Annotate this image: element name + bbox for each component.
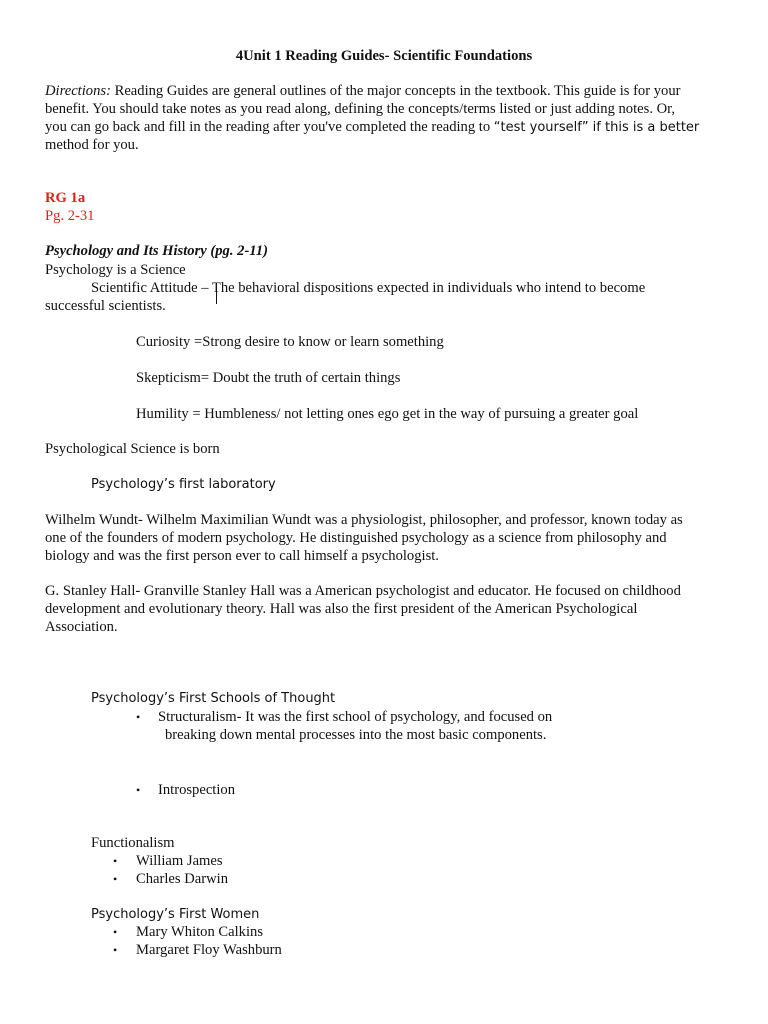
document-title: 4Unit 1 Reading Guides- Scientific Foundations [235,48,533,64]
list-item-calkins: Mary Whiton Calkins [136,924,264,940]
scientific-attitude-line-1: Scientific Attitude – The behavioral dispositions expected in individuals who intend to become [91,280,646,296]
wundt-line-3: biology and was the first person ever to call himself a psychologist. [45,548,439,564]
directions-line-4: method for you. [45,137,139,153]
directions-line-3 [45,118,699,137]
text-cursor [216,288,218,304]
wundt-line-1 [45,511,683,529]
humility-definition: Humility = Humbleness/ not letting ones ego get in the way of pursuing a greater goal [136,406,639,422]
directions-text-1: Reading Guides are general outlines of the major concepts in the textbook. This guide is for your [110,83,681,99]
bullet-icon: • [113,854,118,868]
rg-heading: RG 1a [45,190,86,206]
wundt-line-2: one of the founders of modern psychology. He distinguished psychology as a science from philosophy and [45,530,667,546]
wundt-text-1: Wilhelm Maximilian Wundt was a physiologist, philosopher, and professor, known today as [142,512,683,528]
list-item-charles-darwin: Charles Darwin [136,871,228,887]
schools-of-thought-heading: Psychology’s First Schools of Thought [91,691,336,706]
hall-line-2: development and evolutionary theory. Hall was also the first president of the American Psychological [45,601,638,617]
list-item-washburn: Margaret Floy Washburn [136,942,282,958]
directions-text-3a: you can go back and fill in the reading after you've completed the reading to [45,119,494,135]
structuralism-line-1: Structuralism- It was the first school of psychology, and focused on [158,709,553,725]
subheading-science: Psychology is a Science [45,262,186,278]
first-women-heading: Psychology’s First Women [91,907,260,922]
scientific-attitude-line-2: successful scientists. [45,298,166,314]
rg-pages: Pg. 2-31 [45,208,95,224]
hall-line-1 [45,582,681,600]
skepticism-definition: Skepticism= Doubt the truth of certain things [136,370,401,386]
bullet-icon: • [113,872,118,886]
hall-text-1: Granville Stanley Hall was a American psychologist and educator. He focused on childhood [140,583,681,599]
hall-name: G. Stanley Hall- [45,583,141,599]
functionalism-heading: Functionalism [91,835,175,851]
structuralism-line-2: breaking down mental processes into the most basic components. [165,727,547,743]
bullet-icon: • [136,710,141,724]
bullet-icon: • [113,943,118,957]
psych-science-born: Psychological Science is born [45,441,220,457]
first-laboratory: Psychology’s first laboratory [91,477,276,492]
curiosity-definition: Curiosity =Strong desire to know or learn something [136,334,444,350]
bullet-icon: • [136,783,141,797]
directions-text-3b: “test yourself” if this is a better [493,120,700,135]
directions-line-1 [45,82,681,100]
wundt-name: Wilhelm Wundt- [45,512,143,528]
directions-line-2: benefit. You should take notes as you read along, defining the concepts/terms listed or just adding notes. Or, [45,101,676,117]
section-heading: Psychology and Its History (pg. 2-11) [45,243,268,259]
bullet-icon: • [113,925,118,939]
list-item-william-james: William James [136,853,223,869]
directions-label: Directions: [45,83,111,99]
introspection-item: Introspection [158,782,236,798]
hall-line-3: Association. [45,619,118,635]
